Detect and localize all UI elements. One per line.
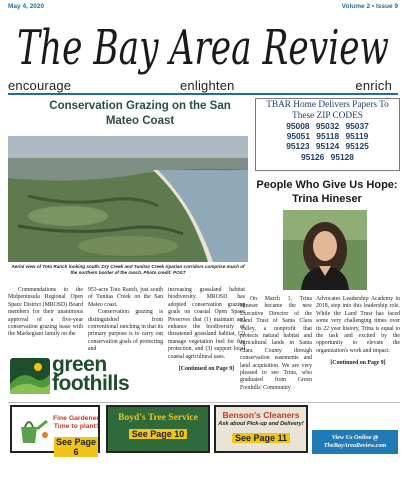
benson-see-page[interactable]: See Page 11 xyxy=(232,433,290,443)
benson-title: Benson's Cleaners xyxy=(222,410,300,420)
lead-continued: [Continued on Page 9] xyxy=(178,366,235,373)
zip-row-3: 95123 95124 95125 xyxy=(286,141,369,152)
lead-col1-text: Commendations to the Midpeninsula Regional Open Space District (MROSD) Board members for their unanimous approval of a five-year conservation grazing lease with the Markegiani family on the xyxy=(8,287,83,338)
tbar-delivery-box xyxy=(255,98,400,171)
photo-caption: Aerial view of Toto Ranch looking south. Dry Creek and Tunitas Creek riparian corridors comprise much of the northern border of the ranch. Photo credit: POST xyxy=(11,264,245,275)
boyd-title: Boyd's Tree Service xyxy=(118,413,198,423)
people-column-2 xyxy=(316,296,400,368)
trina-portrait xyxy=(283,210,367,290)
green-foothills-line2: foothills xyxy=(52,372,130,395)
gardener-see-page[interactable]: See Page 6 xyxy=(55,437,97,457)
zip-row-4: 95126 95128 xyxy=(301,151,354,162)
gardener-title: Fine Gardener Time to plant! xyxy=(52,415,100,431)
lead-column-1 xyxy=(8,287,83,339)
ads-divider xyxy=(8,402,400,403)
tagline-encourage: encourage xyxy=(8,78,72,93)
green-foothills-wordmark xyxy=(52,355,129,393)
people-continued: [Continued on Page 9] xyxy=(330,360,386,367)
people-col1-text: On March 1, Trina Hineser became the new Executive Director of the Land Trust of Santa Clara Valley, a nonprofit that protects natural habitat and agricultural lands in Santa Clara County through conservation easements and land acquisition. We are very pleased to see Trina, who graduated from Green Foothills' Community xyxy=(240,296,312,391)
people-column-1 xyxy=(240,296,312,392)
benson-subtitle: Ask about Pick-up and Delivery! xyxy=(218,421,304,427)
masthead-rule xyxy=(8,93,398,95)
aerial-photo xyxy=(8,136,248,262)
lead-col2-text-a: 953-acre Toto Ranch, just south of Tunitas Creek on the San Mateo coast. xyxy=(88,287,163,308)
lead-col3-text: increasing grassland habitat biodiversity. MROSD has adopted conservation grazing goals on coastal Open Space Preserves that (1) maintain and enhance the biodiversity of threatened grassland habitat, (2) manage vegetation fuel for fire protection, and (3) support local coastal agricultural uses. xyxy=(168,287,245,360)
issue-date: May 4, 2020 xyxy=(8,3,45,10)
lead-headline: Conservation Grazing on the San Mateo Coast xyxy=(49,100,231,127)
masthead-logo xyxy=(14,14,392,76)
boyd-see-page[interactable]: See Page 10 xyxy=(129,429,188,439)
tbar-title: TBAR Home Delivers Papers To These ZIP CODES xyxy=(266,100,389,121)
tagline-enrich: enrich xyxy=(355,78,392,93)
people-col2-text: Advocates Leadership Academy in 2018, step into this leadership role. While the Land Trust has faced some very challenging times over its 22 year history, Trina is equal to the task and excited by the opportunity to elevate the organization's work and impact. xyxy=(316,296,400,354)
boyds-tree-ad[interactable] xyxy=(106,405,210,453)
lead-column-2 xyxy=(88,287,163,354)
people-headline: People Who Give Us Hope: Trina Hineser xyxy=(256,179,398,205)
view-online-link[interactable]: View Us Online @ TheBayAreaReview.com xyxy=(312,430,398,454)
masthead-title: The Bay Area Review xyxy=(17,20,389,76)
lead-col2-text-b: Conservation grazing is distinguished from conventional ranching in that its primary purpose is to carry out conservation goals of protecting and xyxy=(88,309,163,353)
tagline-enlighten: enlighten xyxy=(180,78,235,93)
volume-issue: Volume 2 • Issue 9 xyxy=(341,3,398,10)
fine-gardener-ad[interactable] xyxy=(10,405,100,457)
zip-row-2: 95051 95118 95119 xyxy=(286,131,369,142)
watering-can-icon xyxy=(15,413,49,447)
green-foothills-line1: green xyxy=(52,353,107,376)
lead-column-3 xyxy=(168,287,245,373)
zip-row-1: 95008 95032 95037 xyxy=(286,121,369,131)
bensons-cleaners-ad[interactable] xyxy=(214,405,308,453)
